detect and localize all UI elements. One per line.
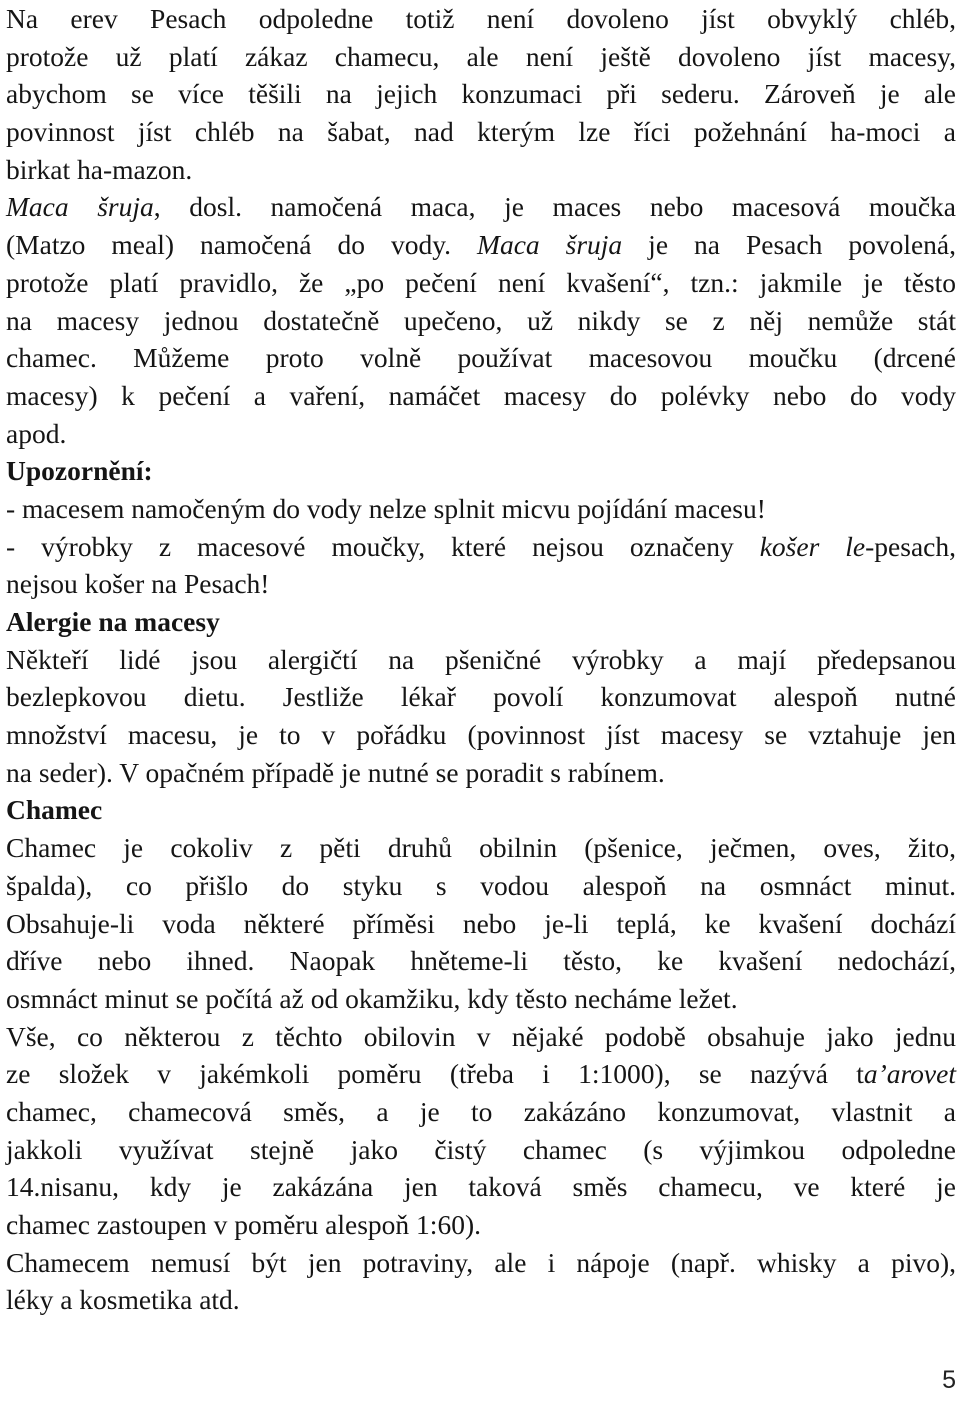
text-line: chamec. Můžeme proto volně používat macesovou moučku (drcené <box>6 342 956 374</box>
text-line: birkat ha-mazon. <box>6 153 193 185</box>
page-number: 5 <box>942 1366 956 1394</box>
text-line: Chamecem nemusí být jen potraviny, ale i nápoje (např. whisky a pivo), <box>6 1246 956 1278</box>
text-line: Chamec je cokoliv z pěti druhů obilnin (pšenice, ječmen, oves, žito, <box>6 832 956 864</box>
text-span: -pesach, <box>865 530 956 562</box>
text-line: léky a kosmetika atd. <box>6 1284 240 1316</box>
text-line: Obsahuje-li voda některé příměsi nebo je-li teplá, ke kvašení dochází <box>6 907 956 939</box>
section-heading: Upozornění: <box>6 455 153 487</box>
text-line: Vše, co některou z těchto obilovin v nějaké podobě obsahuje jako jednu <box>6 1020 956 1052</box>
text-line: protože už platí zákaz chamecu, ale není ještě dovoleno jíst macesy, <box>6 40 956 72</box>
italic-term: a’arovet <box>863 1058 956 1090</box>
italic-term: Maca šruja <box>477 229 623 261</box>
text-line: osmnáct minut se počítá až od okamžiku, kdy těsto necháme ležet. <box>6 982 738 1014</box>
text-line: Na erev Pesach odpoledne totiž není dovoleno jíst obvyklý chléb, <box>6 3 956 34</box>
text-line <box>6 188 956 226</box>
text-span: (Matzo meal) namočená do vody. <box>6 229 478 261</box>
text-span: je na Pesach povolená, <box>622 229 956 261</box>
italic-term: košer le <box>759 530 866 562</box>
text-line: jakkoli využívat stejně jako čistý chamec (s výjimkou odpoledne <box>6 1133 956 1165</box>
text-line: apod. <box>6 417 67 449</box>
text-line <box>6 528 956 566</box>
italic-term: Maca šruja <box>6 191 154 223</box>
text-line: bezlepkovou dietu. Jestliže lékař povolí konzumovat alespoň nutné <box>6 681 956 713</box>
text-line: Někteří lidé jsou alergičtí na pšeničné výrobky a mají předepsanou <box>6 643 956 675</box>
text-line: na seder). V opačném případě je nutné se poradit s rabínem. <box>6 756 665 788</box>
text-span: , dosl. namočená maca, je maces nebo macesová moučka <box>153 191 956 223</box>
text-line: špalda), co přišlo do styku s vodou alespoň na osmnáct minut. <box>6 869 956 901</box>
text-body <box>6 0 956 1319</box>
text-line: 14.nisanu, kdy je zakázána jen taková směs chamecu, ve které je <box>6 1171 956 1203</box>
text-line: abychom se více těšili na jejich konzumaci při sederu. Zároveň je ale <box>6 78 956 110</box>
text-line: - macesem namočeným do vody nelze splnit micvu pojídání macesu! <box>6 492 766 524</box>
section-heading: Alergie na macesy <box>6 606 220 637</box>
text-line: povinnost jíst chléb na šabat, nad kterým lze říci požehnání ha-moci a <box>6 116 956 148</box>
text-line: na macesy jednou dostatečně upečeno, už nikdy se z něj nemůže stát <box>6 304 956 336</box>
text-line: chamec, chamecová směs, a je to zakázáno konzumovat, vlastnit a <box>6 1095 956 1127</box>
text-line: chamec zastoupen v poměru alespoň 1:60). <box>6 1209 481 1240</box>
text-line: dříve nebo ihned. Naopak hněteme-li těsto, ke kvašení nedochází, <box>6 945 956 977</box>
text-span: - výrobky z macesové moučky, které nejsou označeny <box>6 530 760 562</box>
text-span: ze složek v jakémkoli poměru (třeba i 1:1000), se nazývá t <box>6 1058 864 1090</box>
text-line <box>6 1055 956 1093</box>
section-heading: Chamec <box>6 794 103 826</box>
text-line: množství macesu, je to v pořádku (povinnost jíst macesy se vztahuje jen <box>6 719 956 751</box>
text-line: macesy) k pečení a vaření, namáčet macesy do polévky nebo do vody <box>6 379 956 411</box>
text-line: protože platí pravidlo, že „po pečení není kvašení“, tzn.: jakmile je těsto <box>6 266 956 298</box>
text-line <box>6 226 956 264</box>
text-line: nejsou košer na Pesach! <box>6 568 270 600</box>
